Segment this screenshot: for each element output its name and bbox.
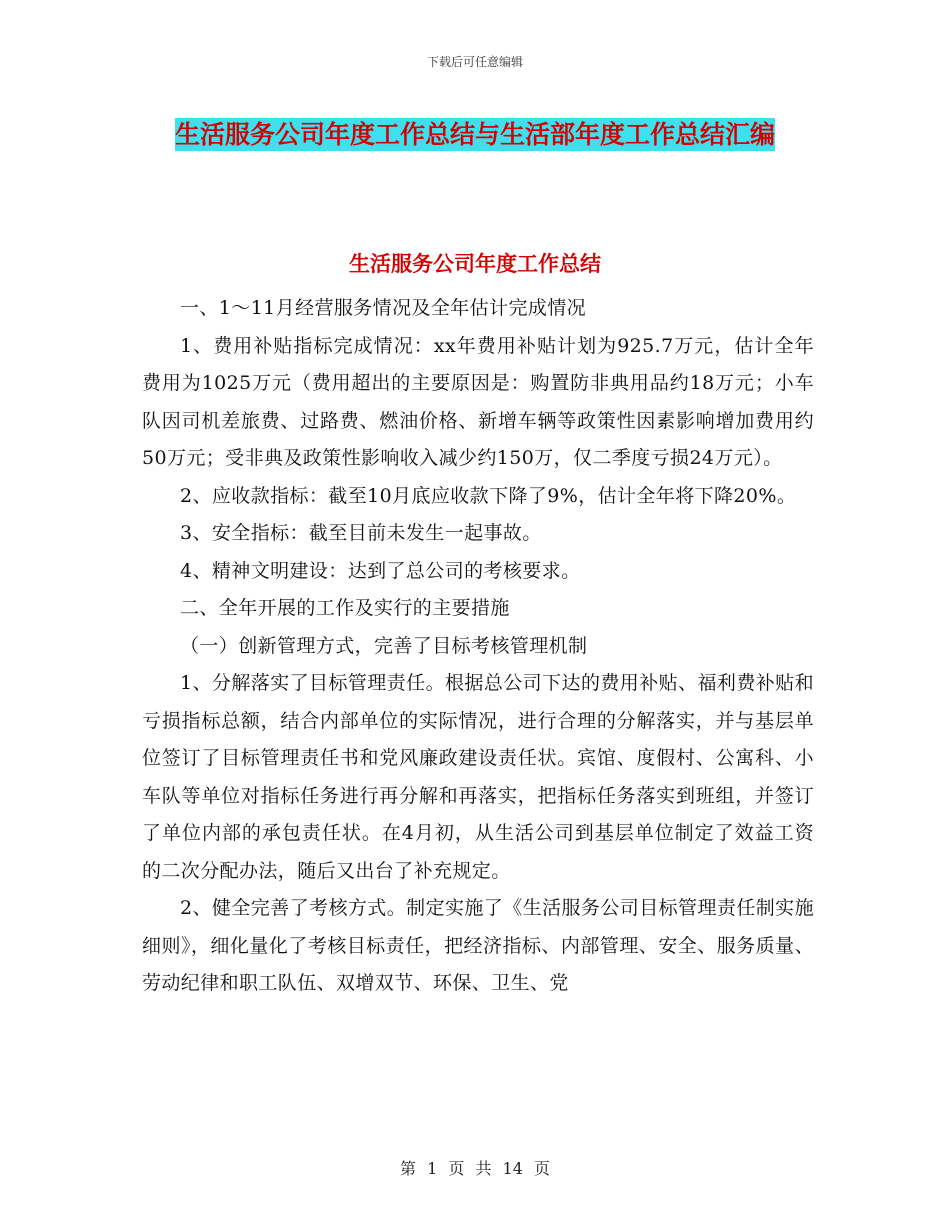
page-footer: 第 1 页 共 14 页 <box>400 1159 550 1178</box>
paragraph: 1、费用补贴指标完成情况：xx年费用补贴计划为925.7万元，估计全年费用为1025万元（费用超出的主要原因是：购置防非典用品约18万元；小车队因司机差旅费、过路费、燃油价格、新增车辆等政策性因素影响增加费用约50万元；受非典及政策性影响收入减少约150万，仅二季度亏损24万元）。 <box>142 334 814 469</box>
paragraph: 4、精神文明建设：达到了总公司的考核要求。 <box>180 559 581 582</box>
paragraph: （一）创新管理方式，完善了目标考核管理机制 <box>180 634 588 657</box>
paragraph: 2、健全完善了考核方式。制定实施了《生活服务公司目标管理责任制实施细则》，细化量化了考核目标责任，把经济指标、内部管理、安全、服务质量、劳动纪律和职工队伍、双增双节、环保、卫生、党 <box>142 897 814 994</box>
section-title: 生活服务公司年度工作总结 <box>349 252 601 276</box>
paragraph: 1、分解落实了目标管理责任。根据总公司下达的费用补贴、福利费补贴和亏损指标总额，结合内部单位的实际情况，进行合理的分解落实，并与基层单位签订了目标管理责任书和党风廉政建设责任状。宾馆、度假村、公寓科、小车队等单位对指标任务进行再分解和再落实，把指标任务落实到班组，并签订了单位内部的承包责任状。在4月初，从生活公司到基层单位制定了效益工资的二次分配办法，随后又出台了补充规定。 <box>142 672 814 882</box>
document-title-text: 生活服务公司年度工作总结与生活部年度工作总结汇编 <box>174 120 775 149</box>
paragraph: 一、1～11月经营服务情况及全年估计完成情况 <box>180 297 587 319</box>
header-note: 下载后可任意编辑 <box>426 55 523 69</box>
paragraph: 3、安全指标：截至目前未发生一起事故。 <box>180 522 542 544</box>
paragraph: 2、应收款指标：截至10月底应收款下降了9%，估计全年将下降20%。 <box>180 484 797 507</box>
body-text <box>142 290 814 1003</box>
document-title <box>140 112 810 158</box>
paragraph: 二、全年开展的工作及实行的主要措施 <box>180 597 510 619</box>
